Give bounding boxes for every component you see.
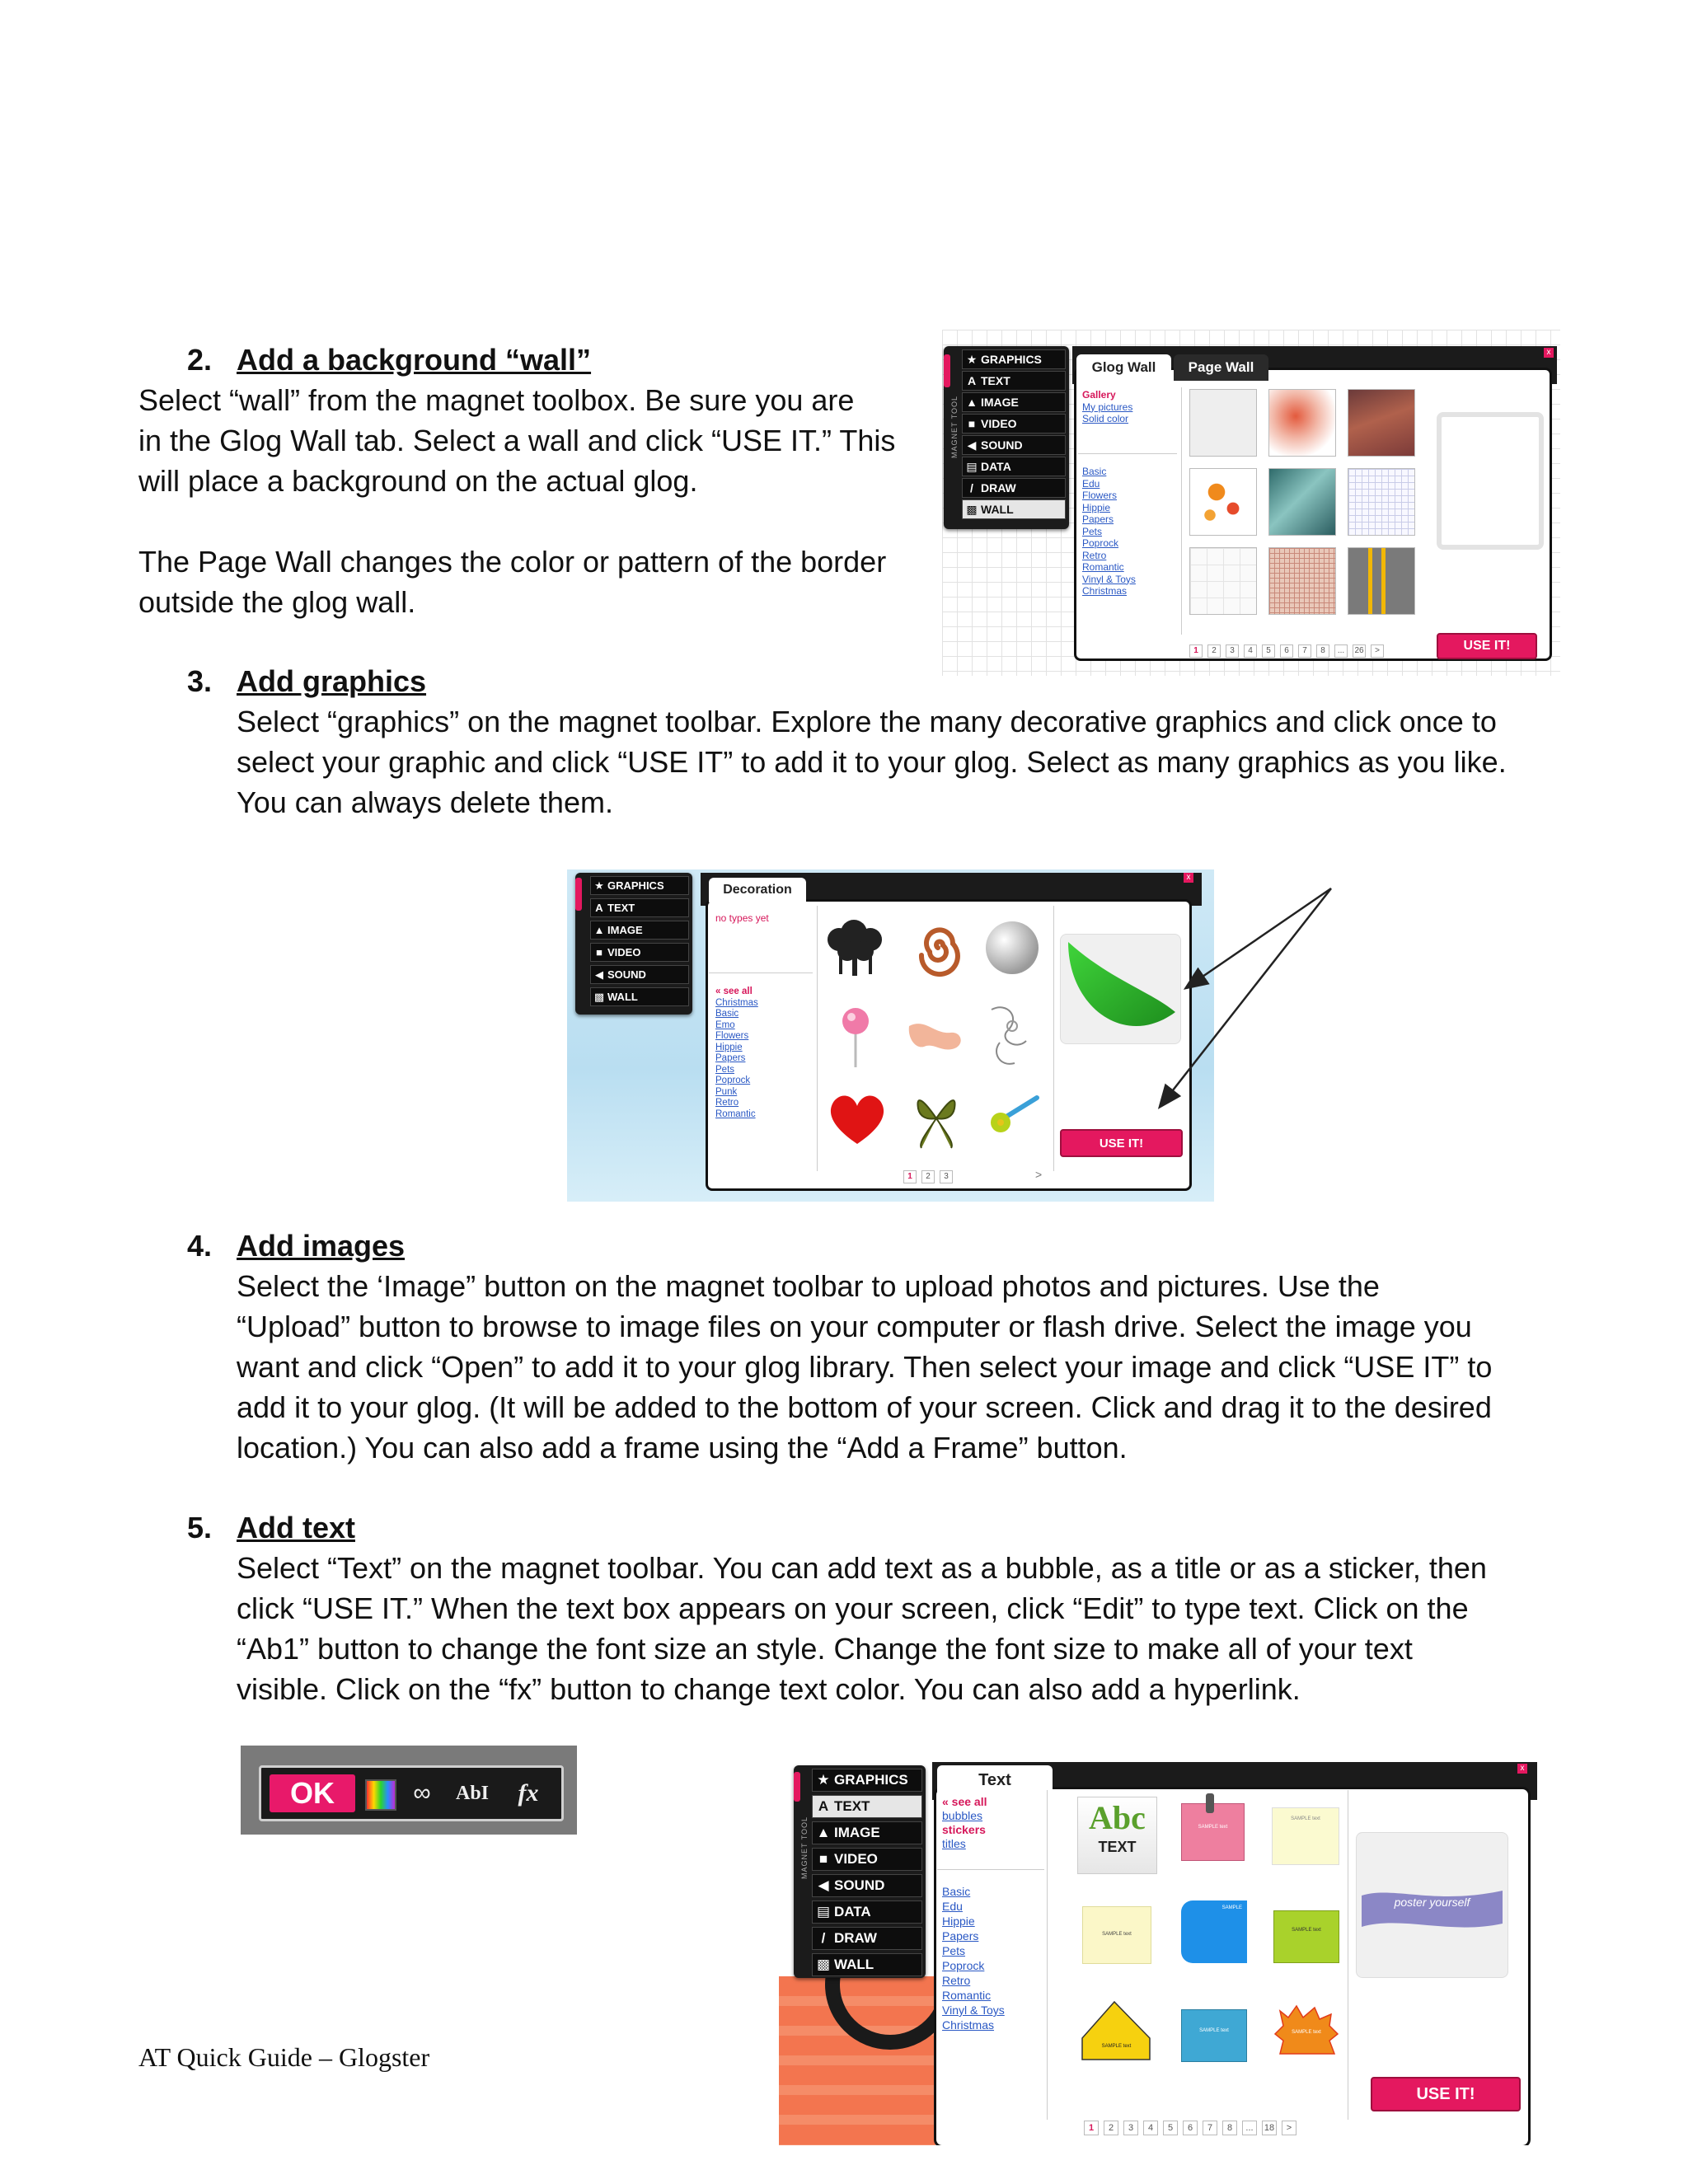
category-link[interactable]: Papers (942, 1929, 979, 1943)
sample-text-label: SAMPLE text (1198, 1825, 1228, 1830)
category-link[interactable]: Retro (715, 1098, 739, 1108)
page-button[interactable]: 8 (1222, 2121, 1237, 2135)
tab-page-wall[interactable]: Page Wall (1174, 354, 1268, 381)
star-icon: ★ (966, 352, 978, 366)
sample-short-label: SAMPLE (1221, 1905, 1242, 1910)
page-button[interactable]: 7 (1298, 644, 1311, 658)
sample-text-label: SAMPLE text (1199, 2028, 1229, 2033)
solid-color-link[interactable]: Solid color (1082, 413, 1129, 424)
text-type-list (942, 1795, 987, 1851)
section-4-body (237, 1266, 1671, 1468)
star-icon: ★ (594, 879, 604, 892)
wall-tool-screenshot (942, 330, 1560, 676)
next-page-arrow[interactable]: > (1035, 1168, 1043, 1181)
text-line: outside the glog wall. (138, 585, 416, 619)
use-it-button[interactable]: USE IT! (1437, 633, 1537, 659)
category-link[interactable]: Poprock (942, 1959, 985, 1972)
magnet-toolbar (944, 346, 1069, 529)
sound-icon: ◀ (967, 438, 977, 452)
toolbar-handle[interactable] (944, 354, 950, 387)
text-line: visible. Click on the “fx” button to change text color. You can also add a hyperlink. (237, 1672, 1301, 1706)
flower-graphic[interactable] (978, 1088, 1043, 1150)
toolbar-image-button[interactable]: ▲ IMAGE (812, 1821, 922, 1844)
divider (817, 906, 818, 1171)
section-2-title: Add a background “wall” (237, 343, 592, 377)
text-icon: A (818, 1798, 829, 1814)
category-link[interactable]: Romantic (715, 1108, 756, 1119)
toolbar-graphics-button[interactable]: ★ GRAPHICS (962, 349, 1066, 369)
bow-graphic[interactable] (903, 1084, 969, 1154)
close-icon[interactable]: x (1184, 873, 1193, 883)
wall-source-links (1082, 389, 1132, 425)
category-link[interactable]: Edu (942, 1900, 963, 1913)
wall-icon: ▩ (816, 1957, 831, 1972)
section-2-heading (187, 340, 591, 380)
toolbar-sound-button[interactable]: ◀ SOUND (962, 435, 1066, 455)
text-line: will place a background on the actual glog. (138, 464, 698, 498)
preview-text: poster yourself (1394, 1896, 1470, 1909)
video-icon: ■ (596, 946, 603, 958)
sticker-tile[interactable] (1082, 1906, 1151, 1964)
category-link[interactable]: Flowers (1082, 490, 1118, 501)
toolbar-sound-button[interactable]: ◀ SOUND (812, 1874, 922, 1897)
category-link[interactable]: Christmas (715, 997, 758, 1008)
link-icon[interactable]: ∞ (413, 1779, 431, 1807)
wall-thumbnail[interactable] (1189, 468, 1257, 536)
category-link[interactable]: Pets (942, 1944, 966, 1957)
toolbar-handle[interactable] (575, 878, 582, 911)
text-category-list (942, 1884, 1005, 2032)
toolbar-wall-button[interactable]: ▩ WALL (962, 499, 1066, 519)
clip-icon (1206, 1793, 1214, 1813)
sticker-tile[interactable] (1077, 1997, 1156, 2063)
magnet-toolbar (794, 1765, 926, 1978)
text-line: Select “Text” on the magnet toolbar. You can add text as a bubble, as a title or as a sticker, then (237, 1551, 1487, 1585)
data-icon: ▤ (816, 1904, 831, 1919)
section-3-heading (187, 661, 426, 701)
sound-icon: ◀ (818, 1877, 829, 1893)
section-3-number: 3. (187, 664, 213, 698)
sticker-tile[interactable] (1273, 1910, 1339, 1963)
wall-thumbnail[interactable] (1189, 547, 1257, 615)
splash-graphic[interactable] (901, 1001, 971, 1071)
category-link[interactable]: Emo (715, 1019, 735, 1030)
text-line: add it to your glog. (It will be added to the bottom of your screen. Click and drag it to the desired (237, 1390, 1492, 1424)
category-link[interactable]: Hippie (1082, 501, 1111, 513)
page-ellipsis: ... (1242, 2121, 1257, 2135)
use-it-button[interactable]: USE IT! (1371, 2077, 1521, 2111)
sound-icon: ◀ (595, 968, 603, 981)
wall-thumbnail[interactable] (1348, 389, 1415, 457)
see-all-link[interactable]: « see all (942, 1795, 987, 1808)
sphere-graphic[interactable] (979, 915, 1045, 981)
sample-text-label: SAMPLE text (1102, 1932, 1132, 1937)
star-icon: ★ (817, 1772, 830, 1788)
glog-ring-graphic (824, 1968, 940, 2059)
text-pagination (1084, 2121, 1296, 2135)
text-color-button[interactable]: fx (518, 1779, 539, 1807)
spiral-graphic[interactable] (907, 915, 968, 981)
wall-preview (1437, 412, 1544, 550)
section-4-heading (187, 1226, 405, 1266)
video-icon: ■ (968, 417, 976, 430)
category-link[interactable]: Edu (1082, 477, 1100, 490)
draw-icon: / (821, 1930, 826, 1946)
page-button[interactable]: 3 (940, 1170, 953, 1183)
category-link[interactable]: Basic (715, 1009, 739, 1019)
wall-icon: ▩ (593, 990, 605, 1003)
section-4-title: Add images (237, 1229, 406, 1263)
category-link[interactable]: Poprock (1082, 537, 1119, 549)
toolbar-draw-button[interactable]: / DRAW (812, 1927, 922, 1950)
image-icon: ▲ (966, 396, 978, 409)
tab-decoration[interactable]: Decoration (709, 878, 806, 902)
text-line: You can always delete them. (237, 785, 613, 819)
page-ellipsis: ... (1334, 644, 1348, 658)
category-link[interactable]: Vinyl & Toys (942, 2004, 1005, 2017)
text-line: “Upload” button to browse to image files on your computer or flash drive. Select the image you (237, 1310, 1472, 1343)
section-3-body (237, 701, 1654, 823)
graphics-tool-screenshot (567, 869, 1214, 1202)
section-5-heading (187, 1507, 355, 1548)
footer: AT Quick Guide – Glogster (138, 2042, 430, 2072)
wall-thumbnail[interactable] (1268, 547, 1336, 615)
toolbar-sound-button[interactable]: ◀ SOUND (590, 965, 689, 984)
sticker-tile[interactable] (1181, 1900, 1247, 1963)
image-icon: ▲ (816, 1825, 831, 1840)
edit-toolbar-screenshot (241, 1746, 577, 1835)
page-button[interactable]: 6 (1280, 644, 1293, 658)
next-page-button[interactable]: > (1371, 644, 1384, 658)
page-button[interactable]: 2 (1207, 644, 1221, 658)
section-2-body (138, 380, 930, 622)
toolbar-wall-button[interactable]: ▩ WALL (812, 1953, 922, 1976)
section-2-number: 2. (187, 343, 213, 377)
text-line: select your graphic and click “USE IT” to add it to your glog. Select as many graphics as you like. (237, 745, 1507, 779)
wall-pagination (1189, 644, 1384, 658)
page-button[interactable]: 1 (1189, 644, 1203, 658)
sample-text-label: SAMPLE text (1291, 1816, 1320, 1821)
category-link[interactable]: Retro (1082, 549, 1107, 561)
ok-button[interactable]: OK (270, 1774, 355, 1812)
section-2-para-1 (138, 380, 930, 501)
category-link[interactable]: Basic (1082, 466, 1107, 477)
category-link[interactable]: Pets (715, 1064, 735, 1075)
graphics-pagination (903, 1170, 953, 1183)
close-icon[interactable]: x (1517, 1764, 1527, 1774)
page-button[interactable]: 5 (1262, 644, 1275, 658)
toolbar-image-button[interactable]: ▲ IMAGE (590, 921, 689, 940)
page-button[interactable]: 3 (1123, 2121, 1138, 2135)
callout-arrows (1154, 882, 1343, 1129)
edit-toolbar (259, 1765, 564, 1821)
category-link[interactable]: Pets (1082, 525, 1103, 537)
wall-thumbnail[interactable] (1348, 547, 1415, 615)
wall-thumbnail[interactable] (1348, 468, 1415, 536)
divider (1181, 387, 1182, 635)
section-3-title: Add graphics (237, 664, 427, 698)
section-5-title: Add text (237, 1511, 355, 1544)
sticker-tile[interactable] (1272, 1807, 1339, 1865)
toolbar-graphics-button[interactable]: ★ GRAPHICS (812, 1769, 922, 1792)
page-button[interactable]: 26 (1353, 644, 1366, 658)
category-link[interactable]: Papers (1082, 513, 1114, 525)
text-icon: A (967, 374, 977, 387)
category-link[interactable]: Romantic (942, 1989, 992, 2002)
bubbles-link[interactable]: bubbles (942, 1809, 983, 1822)
magnet-toolbar (575, 873, 692, 1015)
category-link[interactable]: Punk (715, 1086, 738, 1097)
text-line: location.) You can also add a frame using the “Add a Frame” button. (237, 1431, 1128, 1465)
text-line: The Page Wall changes the color or pattern of the border (138, 545, 887, 579)
toolbar-video-button[interactable]: ■ VIDEO (812, 1848, 922, 1871)
page-button[interactable]: 4 (1143, 2121, 1158, 2135)
category-link[interactable]: Hippie (715, 1042, 743, 1052)
toolbar-data-button[interactable]: ▤ DATA (812, 1900, 922, 1924)
tile-text-label: TEXT (1098, 1839, 1137, 1855)
heart-graphic[interactable] (824, 1088, 890, 1150)
toolbar-text-button[interactable]: A TEXT (962, 371, 1066, 391)
category-link[interactable]: Papers (715, 1053, 746, 1063)
see-all-link[interactable]: « see all (715, 987, 753, 996)
video-icon: ■ (818, 1851, 828, 1867)
page-button[interactable]: 4 (1244, 644, 1257, 658)
page-button[interactable]: 1 (903, 1170, 917, 1183)
titles-link[interactable]: titles (942, 1837, 966, 1850)
toolbar-video-button[interactable]: ■ VIDEO (590, 943, 689, 962)
text-line: Select “wall” from the magnet toolbox. Be sure you are (138, 383, 855, 417)
category-link[interactable]: Basic (942, 1885, 971, 1898)
page-button[interactable]: 5 (1163, 2121, 1178, 2135)
page-button[interactable]: 1 (1084, 2121, 1099, 2135)
page-button[interactable]: 6 (1183, 2121, 1198, 2135)
tile-abc-label: Abc (1089, 1799, 1146, 1836)
selected-title-graphic (1360, 1886, 1504, 1935)
page-button[interactable]: 8 (1316, 644, 1329, 658)
sample-text-label: SAMPLE text (1292, 1928, 1321, 1933)
toolbar-image-button[interactable]: ▲ IMAGE (962, 392, 1066, 412)
section-5-body (237, 1548, 1671, 1709)
category-link[interactable]: Vinyl & Toys (1082, 573, 1136, 585)
toolbar-text-button[interactable]: A TEXT (590, 898, 689, 917)
wall-thumbnail[interactable] (1268, 389, 1336, 457)
tab-text[interactable]: Text (937, 1765, 1053, 1795)
text-icon: A (595, 902, 603, 914)
close-icon[interactable]: x (1544, 348, 1554, 358)
section-5-number: 5. (187, 1511, 213, 1544)
text-line: click “USE IT.” When the text box appears on your screen, click “Edit” to type text. Click on the (237, 1591, 1469, 1625)
divider (1047, 1790, 1048, 2120)
gallery-link[interactable]: Gallery (1082, 389, 1116, 401)
stickers-link[interactable]: stickers (942, 1823, 986, 1836)
category-link[interactable]: Hippie (942, 1915, 975, 1928)
flourish-graphic[interactable] (975, 993, 1045, 1076)
section-2-para-2 (138, 541, 930, 622)
draw-icon: / (970, 481, 973, 494)
graphics-note (715, 912, 769, 925)
use-it-button[interactable]: USE IT! (1060, 1129, 1183, 1157)
text-line: want and click “Open” to add it to your glog library. Then select your image and click “USE IT” to (237, 1350, 1493, 1384)
wall-category-list (1082, 466, 1136, 598)
next-page-button[interactable]: > (1282, 2121, 1296, 2135)
font-style-button[interactable]: AbI (455, 1783, 490, 1804)
page-button[interactable]: 2 (921, 1170, 935, 1183)
tree-silhouette-graphic[interactable] (823, 915, 893, 981)
sample-text-label: SAMPLE text (1292, 2030, 1321, 2035)
toolbar-data-button[interactable]: ▤ DATA (962, 457, 1066, 476)
page-button[interactable]: 18 (1262, 2121, 1277, 2135)
page-button[interactable]: 3 (1226, 644, 1239, 658)
divider (709, 972, 813, 973)
divider (1053, 906, 1054, 1171)
graphics-category-list (715, 987, 758, 1120)
my-pictures-link[interactable]: My pictures (1082, 401, 1133, 413)
toolbar-draw-button[interactable]: / DRAW (962, 478, 1066, 498)
data-icon: ▤ (966, 459, 978, 473)
wall-thumbnail[interactable] (1268, 468, 1336, 536)
category-link[interactable]: Christmas (1082, 585, 1128, 597)
sample-text-label: SAMPLE text (1101, 2044, 1132, 2049)
page-button[interactable]: 2 (1104, 2121, 1118, 2135)
text-line: Select the ‘Image” button on the magnet toolbar to upload photos and pictures. Use the (237, 1269, 1380, 1303)
section-4-number: 4. (187, 1229, 213, 1263)
category-link[interactable]: Christmas (942, 2018, 995, 2032)
text-line: Select “graphics” on the magnet toolbar. Explore the many decorative graphics and click once to (237, 705, 1497, 738)
tab-glog-wall[interactable]: Glog Wall (1076, 354, 1171, 381)
toolbar-graphics-button[interactable]: ★ GRAPHICS (590, 876, 689, 895)
divider (937, 1869, 1044, 1870)
text-tool-screenshot (779, 1762, 1537, 2145)
toolbar-handle[interactable] (794, 1772, 800, 1802)
sticker-tile[interactable] (1181, 2009, 1247, 2062)
page-button[interactable]: 7 (1203, 2121, 1217, 2135)
magnet-tool-label: MAGNET TOOL (950, 396, 959, 459)
category-link[interactable]: Romantic (1082, 561, 1124, 573)
wall-thumbnail[interactable] (1189, 389, 1257, 457)
toolbar-video-button[interactable]: ■ VIDEO (962, 414, 1066, 434)
category-link[interactable]: Flowers (715, 1031, 749, 1041)
category-link[interactable]: Retro (942, 1974, 971, 1987)
text-line: in the Glog Wall tab. Select a wall and click “USE IT.” This (138, 424, 896, 457)
category-link[interactable]: Poprock (715, 1076, 751, 1085)
toolbar-text-button[interactable]: A TEXT (812, 1795, 922, 1818)
no-types-note: no types yet (715, 912, 769, 924)
image-icon: ▲ (593, 924, 605, 936)
color-palette-icon[interactable] (365, 1779, 396, 1811)
sticker-tile-abc[interactable] (1077, 1797, 1157, 1874)
text-line: “Ab1” button to change the font size an style. Change the font size to make all of your text (237, 1632, 1413, 1666)
lollipop-graphic[interactable] (827, 1001, 884, 1071)
wall-icon: ▩ (966, 502, 978, 516)
divider (1078, 453, 1177, 454)
toolbar-wall-button[interactable]: ▩ WALL (590, 987, 689, 1006)
magnet-tool-label: MAGNET TOOL (800, 1816, 809, 1880)
